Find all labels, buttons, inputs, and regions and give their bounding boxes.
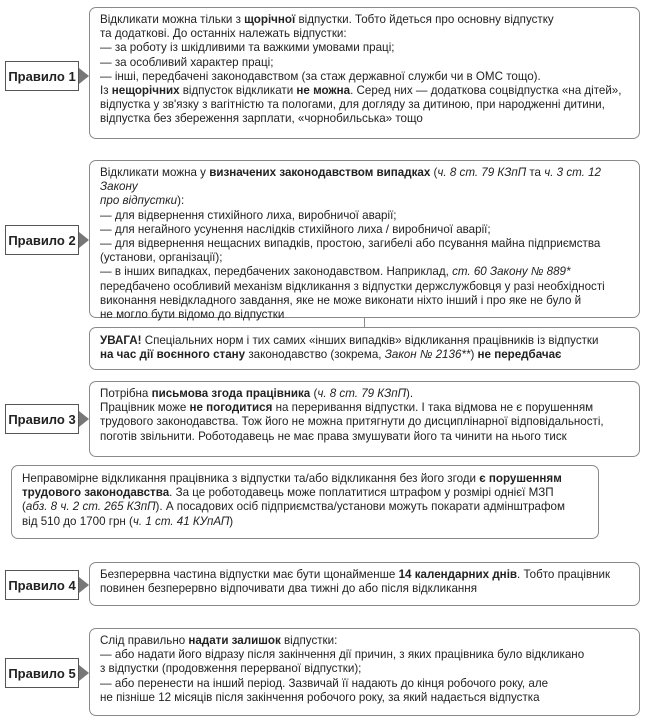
text-line: поготів звільнити. Роботодавець не має права змушувати його та чинити на нього тиск [100, 429, 567, 443]
text-line: не могло бути відомо до відпустки [100, 308, 285, 322]
text-line: — за роботу із шкідливими та важкими умовами праці; [100, 41, 395, 55]
rule-2-label: Правило 2 [5, 225, 79, 255]
bold-text: нещорічних [111, 84, 180, 98]
text-line: (установи, організації); [100, 251, 223, 265]
text-line: — в інших випадках, передбачених законодавством. Наприклад, ст. 60 Закону № 889* [100, 265, 571, 279]
text-line: відпустка без збереження зарплати, «чорнобильська» тощо [100, 112, 423, 126]
text-line: про відпустки): [100, 194, 185, 208]
text-line: Відкликати можна тільки з щорічної відпустки. Тобто йдеться про основну відпустку [100, 13, 554, 26]
text-line: — для відвернення нещасних випадків, простою, загибелі або псування майна підприємства [100, 237, 601, 251]
rule-5-arrow [79, 665, 89, 681]
text-line: Потрібна письмова згода працівника (ч. 8 ст. 79 КЗпП). [100, 387, 414, 400]
italic-reference: абз. 8 ч. 2 ст. 265 КЗпП [25, 500, 156, 514]
text-line: Відкликати можна у визначених законодавством випадках (ч. 8 ст. 79 КЗпП та ч. 3 ст. 12 Закону [100, 166, 601, 194]
text-line: — для негайного усунення наслідків стихійного лиха / виробничої аварії; [100, 222, 491, 236]
text-line: (абз. 8 ч. 2 ст. 265 КЗпП). А посадових осіб підприємства/установи можуть покарати адмінштрафом [22, 500, 565, 514]
italic-reference: Закон № 2136** [384, 348, 471, 362]
text-line: — або надати його відразу після закінчення дії причин, з яких працівника було відкликано [100, 648, 585, 662]
text-line: Неправомірне відкликання працівника з відпустки та/або відкликання без його згоди є порушенням [22, 472, 562, 485]
rule-4-label: Правило 4 [5, 570, 79, 600]
bold-text: не передбачає [477, 348, 562, 362]
rule-5-box [89, 628, 640, 716]
rule-5-label: Правило 5 [5, 658, 79, 688]
rule-2-text [100, 166, 629, 322]
italic-reference: ст. 60 Закону № 889* [452, 265, 571, 279]
text-line: відпустка у зв'язку з вагітністю та пологами, для догляду за дитиною, при народженні дитини, [100, 98, 605, 112]
rule-1-label: Правило 1 [5, 61, 79, 91]
text-line: — за особливий характер праці; [100, 55, 274, 69]
bold-text: щорічної [244, 13, 296, 26]
bold-text: надати залишок [188, 634, 281, 647]
text-line: Із нещорічних відпусток відкликати не можна. Серед них — додаткова соцвідпустка «на дітей», [100, 84, 622, 98]
rule-2-warning-text [100, 334, 629, 362]
text-line: УВАГА! Спеціальних норм і тих самих «інших випадків» відкликання працівників із відпустки [100, 334, 599, 347]
text-line: Слід правильно надати залишок відпустки: [100, 634, 338, 647]
rule-2-box [89, 160, 640, 322]
text-line: трудового законодавства. Тож його не можна притягнути до дисциплінарної відповідальності, [100, 415, 604, 429]
rule-1-box [89, 7, 640, 139]
rule-2-arrow [79, 232, 89, 248]
text-line: від 510 до 1700 грн (ч. 1 ст. 41 КУпАП) [22, 514, 234, 528]
bold-text: УВАГА! [100, 334, 142, 347]
text-line: повинен безперервно відпочивати два тижні до або після відкликання [100, 582, 477, 596]
rule-4-arrow [79, 577, 89, 593]
italic-reference: ч. 8 ст. 79 КЗпП [317, 387, 407, 400]
bold-text: є порушенням [479, 472, 562, 485]
text-line: — інші, передбачені законодавством (за стаж державної служби чи в ОМС тощо). [100, 69, 541, 83]
text-line: на час дії воєнного стану законодавство (зокрема, Закон № 2136**) не передбачає [100, 348, 562, 362]
bold-text: визначених законодавством випадках [209, 166, 431, 179]
text-line: передбачено особливий механізм відкликання з відпустки держслужбовця у разі необхідності [100, 279, 605, 293]
rule-1-text [100, 13, 629, 127]
rule-3-penalty-text [22, 472, 588, 529]
rule-3-arrow [79, 411, 89, 427]
bold-text: на час дії воєнного стану [100, 348, 246, 362]
text-line: не пізніше 12 місяців після закінчення робочого року, за який надається відпустка [100, 690, 540, 704]
rule-3-box [89, 381, 640, 457]
text-line: з відпустки (продовження перерваної відпустки); [100, 662, 362, 676]
bold-text: 14 календарних днів [398, 568, 518, 581]
bold-text: не можна [296, 84, 351, 98]
text-line: Працівник може не погодитися на переривання відпустки. І така відмова не є порушенням [100, 401, 594, 415]
rule-2-warning-note [89, 327, 640, 370]
italic-reference: ч. 1 ст. 41 КУпАП [132, 514, 230, 528]
rule-3-label: Правило 3 [5, 404, 79, 434]
rule-1-arrow [79, 68, 89, 84]
text-line: трудового законодавства. За це роботодавець може поплатитися штрафом у розмірі однієї МЗП [22, 486, 554, 500]
rule-3-penalty-note [11, 465, 599, 539]
text-line: виконання невідкладного завдання, яке не може виконати ніхто інший і про яке не було й [100, 293, 582, 307]
rule-3-text [100, 387, 629, 444]
rule-5-text [100, 634, 629, 705]
italic-reference: ч. 3 ст. 12 Закону [100, 166, 601, 194]
text-line: Безперервна частина відпустки має бути щонайменше 14 календарних днів. Тобто працівник [100, 568, 611, 581]
rule-2-connector [364, 318, 365, 327]
italic-reference: ч. 8 ст. 79 КЗпП [437, 166, 527, 179]
rule-4-text [100, 568, 629, 596]
rule-4-box [89, 562, 640, 606]
text-line: та додаткові. До останніх належать відпустки: [100, 27, 347, 41]
italic-reference: про відпустки [100, 194, 178, 208]
bold-text: трудового законодавства [22, 486, 170, 500]
text-line: — для відвернення стихійного лиха, виробничої аварії; [100, 208, 397, 222]
bold-text: не погодитися [189, 401, 273, 415]
bold-text: письмова згода працівника [151, 387, 311, 400]
text-line: — або перенести на інший період. Зазвичай її надають до кінця робочого року, але [100, 676, 549, 690]
